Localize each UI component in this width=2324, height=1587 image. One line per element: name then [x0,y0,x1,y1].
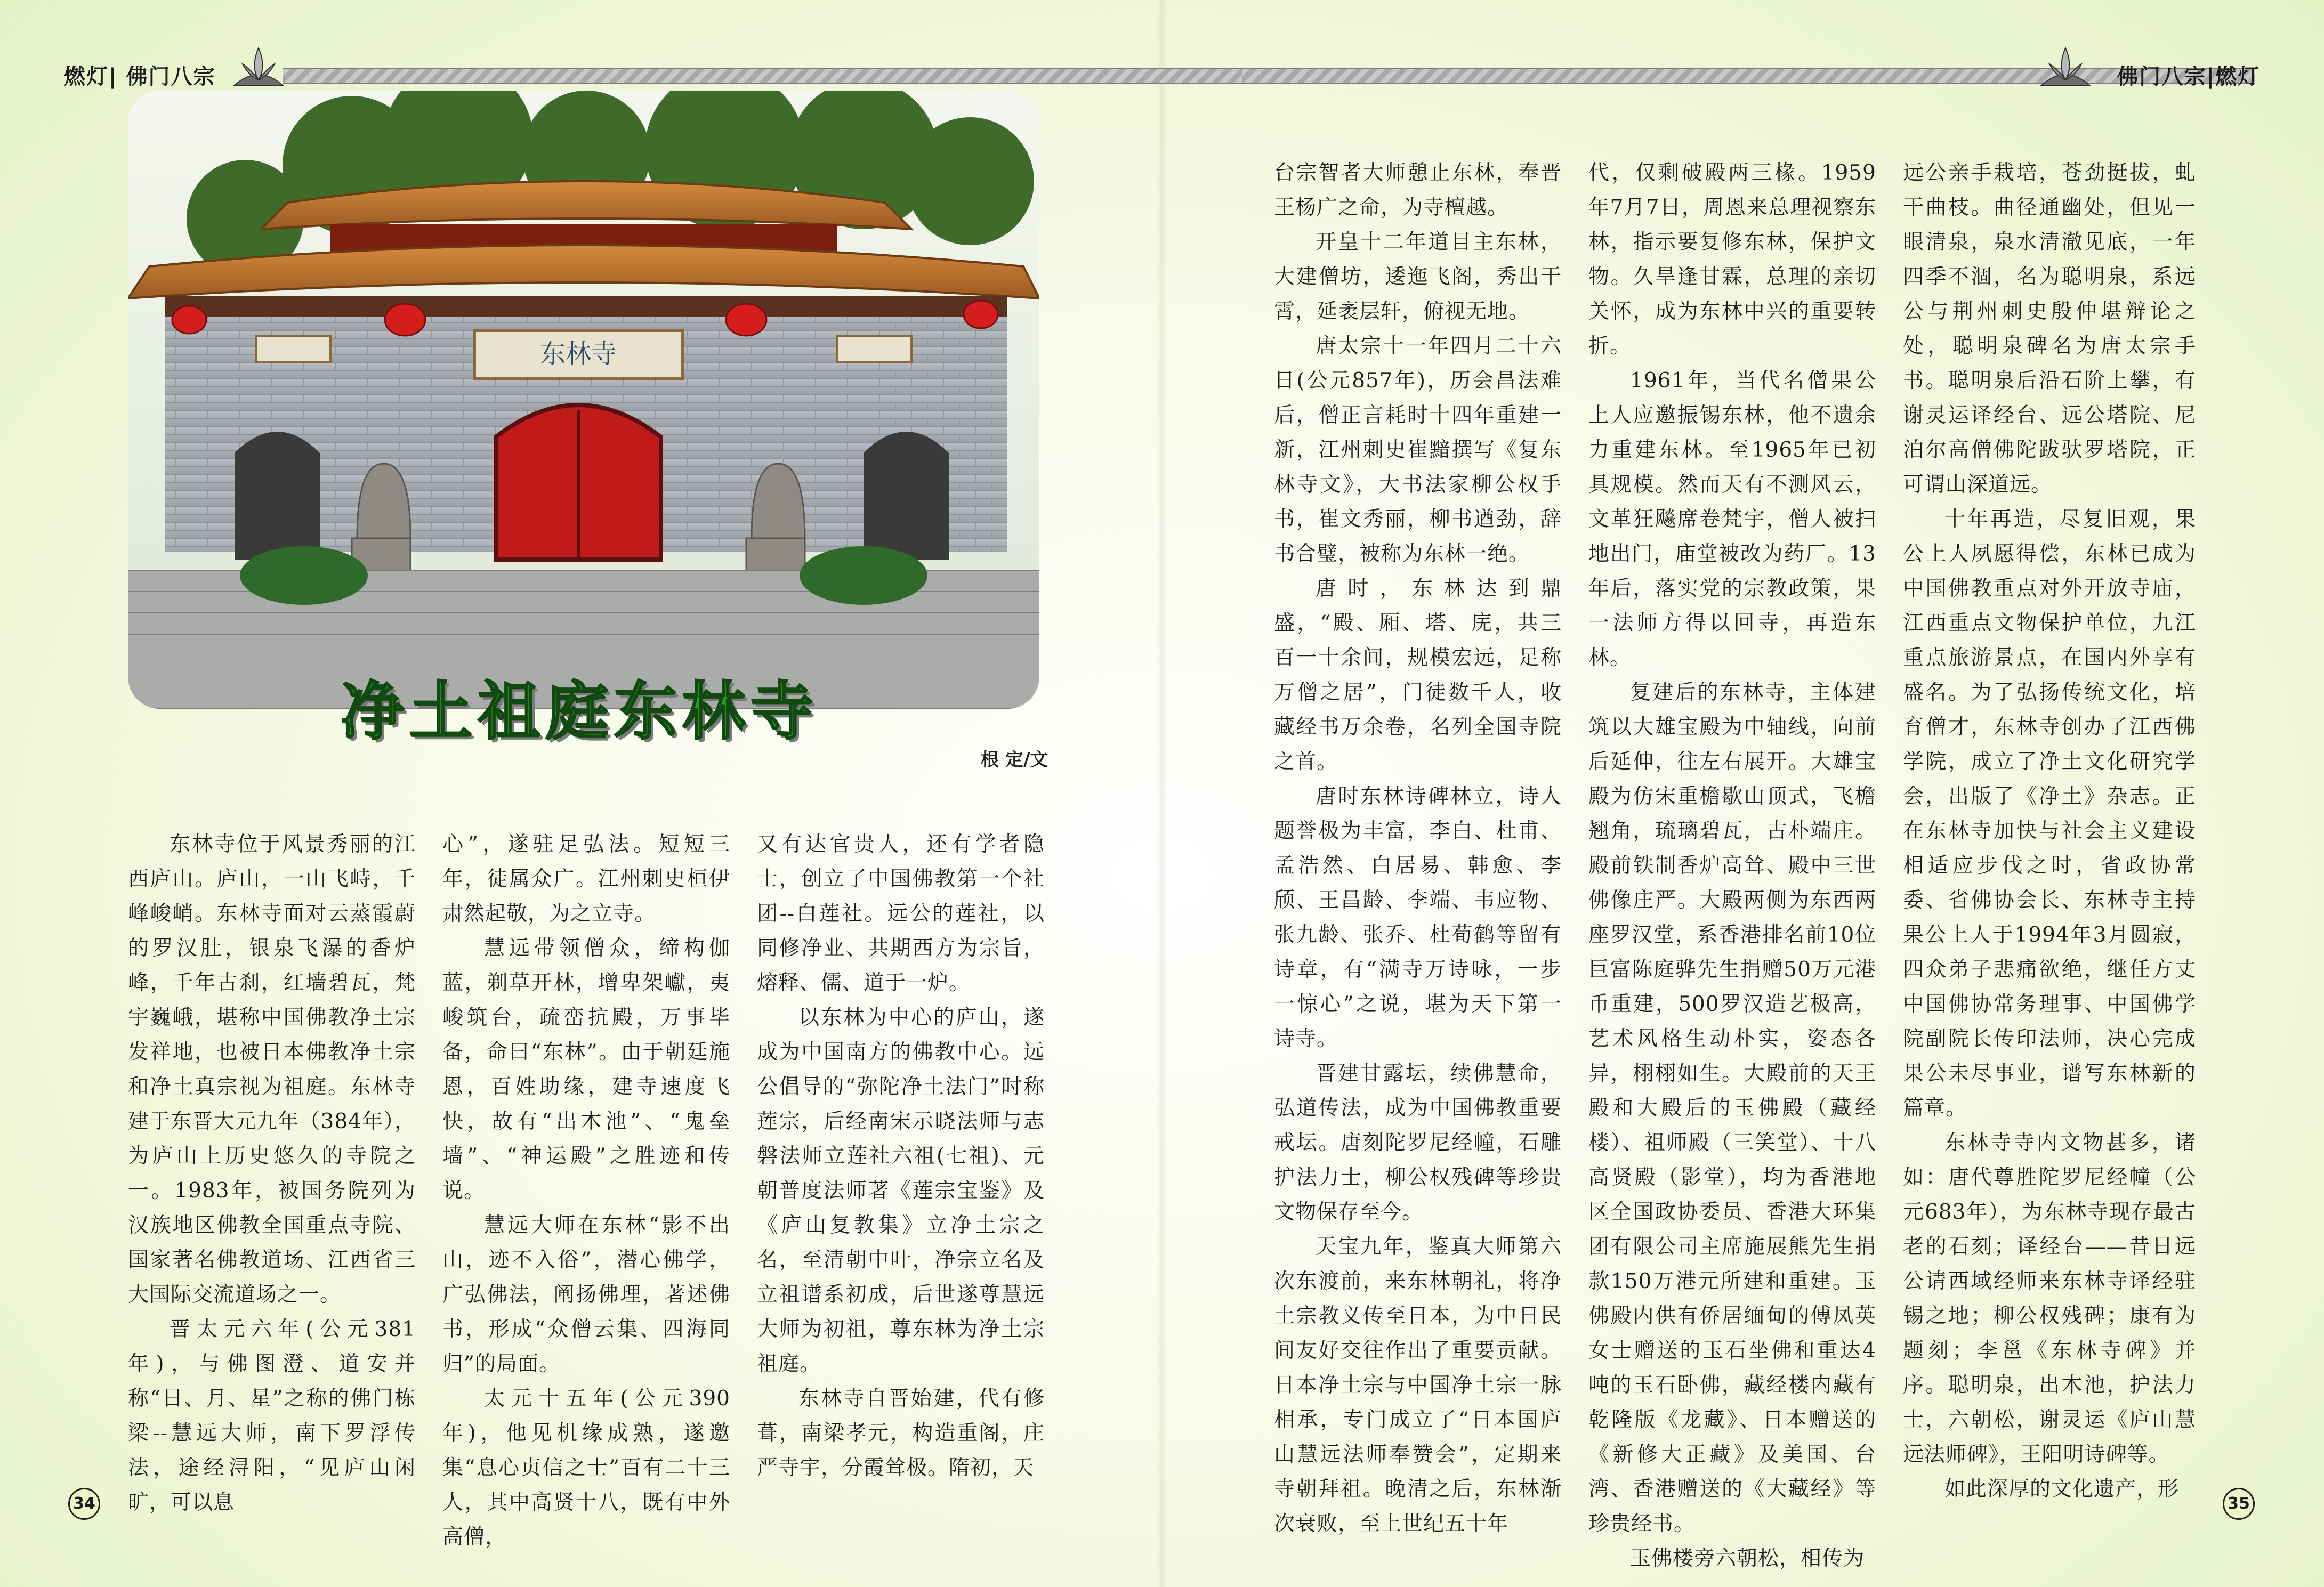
page-number-right: 35 [2223,1488,2255,1520]
lotus-ornament-icon [2036,43,2095,91]
header-right [128,63,2265,89]
header-bar-right [1242,68,2255,84]
paragraph: 远公亲手栽培，苍劲挺拔，虬干曲枝。曲径通幽处，但见一眼清泉，泉水清澈见底，一年四季不涸，名为聪明泉，系远公与荆州刺史殷仲堪辩论之处，聪明泉碑名为唐太宗手书。聪明泉后沿石阶上攀，有谢灵运译经台、远公塔院、尼泊尔高僧佛陀跋驮罗塔院，正可谓山深道远。 [1903,161,2196,497]
column-5 [1588,156,1876,1576]
column-6 [1903,156,2196,1507]
paragraph: 开皇十二年道目主东林，大建僧坊，逶迤飞阁，秀出干霄，延袤层轩，俯视无地。 [1274,230,1562,323]
paragraph: 玉佛楼旁六朝松，相传为 [1630,1546,1865,1570]
paragraph: 以东林为中心的庐山，遂成为中国南方的佛教中心。远公倡导的“弥陀净土法门”时称莲宗，后经南宋示晓法师与志磐法师立莲社六祖(七祖)、元朝普度法师著《莲宗宝鉴》及《庐山复教集》立净土宗之名，至清朝中叶，净宗立名及立祖谱系初成，后世遂尊慧远大师为初祖，尊东林为净土宗祖庭。 [757,1006,1045,1376]
paragraph: 东林寺寺内文物甚多，诸如：唐代尊胜陀罗尼经幢（公元683年），为东林寺现存最古老的石刻；译经台——昔日远公请西域经师来东林寺译经驻锡之地；柳公权残碑；康有为题刻；李邕《东林寺碑》并序。聪明泉，出木池，护法力士，六朝松，谢灵运《庐山慧远法师碑》，王阳明诗碑等。 [1903,1131,2196,1467]
paragraph: 又有达官贵人，还有学者隐士，创立了中国佛教第一个社团--白莲社。远公的莲社，以同修净业、共期西方为宗旨，熔释、儒、道于一炉。 [757,832,1045,995]
page-number-left: 34 [68,1488,100,1520]
paragraph: 东林寺自晋始建，代有修葺，南梁孝元，构造重阁，庄严寺宇，分霞耸极。隋初，天 [757,1387,1045,1480]
paragraph: 1961年，当代名僧果公上人应邀振锡东林，他不遗余力重建东林。至1965年已初具规模。然而天有不测风云，文革狂飚席卷梵宇，僧人被扫地出门，庙堂被改为药厂。13年后，落实党的宗教政策，果一法师方得以回寺，再造东林。 [1588,369,1876,670]
header-left-label: 燃灯| 佛门八宗 [64,64,216,89]
paragraph: 心”，遂驻足弘法。短短三年，徒属众广。江州刺史桓伊肃然起敬，为之立寺。 [442,832,730,926]
paragraph: 晋太元六年(公元381年)，与佛图澄、道安并称“日、月、星”之称的佛门栋梁--慧远大师，南下罗浮传法，途经浔阳，“见庐山闲旷，可以息 [128,1317,416,1515]
column-2 [442,827,730,1554]
column-4 [1274,156,1562,1541]
photo-signboard-text: 东林寺 [539,339,617,369]
paragraph: 台宗智者大师憩止东林，奉晋王杨广之命，为寺檀越。 [1274,161,1562,220]
page-spine [1157,0,1167,1587]
article-byline: 根 定/文 [981,749,1048,771]
paragraph: 复建后的东林寺，主体建筑以大雄宝殿为中轴线，向前后延伸，往左右展开。大雄宝殿为仿宋重檐歇山顶式，飞檐翘角，琉璃碧瓦，古朴端庄。殿前铁制香炉高耸、殿中三世佛像庄严。大殿两侧为东西两座罗汉堂，系香港排名前10位巨富陈庭骅先生捐赠50万元港币重建，500罗汉造艺极高，艺术风格生动朴实，姿态各异，栩栩如生。大殿前的天王殿和大殿后的玉佛殿（藏经楼）、祖师殿（三笑堂）、十八高贤殿（影堂），均为香港地区全国政协委员、香港大环集团有限公司主席施展熊先生捐款150万港元所建和重建。玉佛殿内供有侨居缅甸的傅凤英女士赠送的玉石坐佛和重达4吨的玉石卧佛，藏经楼内藏有乾隆版《龙藏》、日本赠送的《新修大正藏》及美国、台湾、香港赠送的《大藏经》等珍贵经书。 [1588,681,1876,1536]
header-right-label: 佛门八宗|燃灯 [2117,64,2260,89]
paragraph: 如此深厚的文化遗产，形 [1944,1477,2180,1501]
column-3 [757,827,1045,1485]
paragraph: 代，仅剩破殿两三椽。1959年7月7日，周恩来总理视察东林，指示要复修东林，保护文物。久旱逢甘霖，总理的亲切关怀，成为东林中兴的重要转折。 [1588,161,1876,358]
paragraph: 太元十五年(公元390年)，他见机缘成熟，遂邀集“息心贞信之士”百有二十三 人，其中高贤十八，既有中外高僧， [442,1387,730,1549]
paragraph: 唐太宗十一年四月二十六日(公元857年)，历会昌法难后，僧正言耗时十四年重建一新，江州刺史崔黯撰写《复东林寺文》，大书法家柳公权手书，崔文秀丽，柳书遒劲，辞书合璧，被称为东林一绝。 [1274,334,1562,566]
paragraph: 唐时，东林达到鼎盛，“殿、厢、塔、庑，共三百一十余间，规模宏远，足称万僧之居”，门徒数千人，收藏经书万余卷，名列全国寺院之首。 [1274,577,1562,774]
paragraph: 慧远大师在东林“影不出山，迹不入俗”，潜心佛学，广弘佛法，阐扬佛理，著述佛书，形成“众僧云集、四海同归”的局面。 [442,1213,730,1376]
paragraph: 东林寺位于风景秀丽的江西庐山。庐山，一山飞峙，千峰峻峭。东林寺面对云蒸霞蔚的罗汉肚，银泉飞瀑的香炉峰，千年古刹，红墙碧瓦，梵宇巍峨，堪称中国佛教净土宗发祥地，也被日本佛教净土宗和净土真宗视为祖庭。东林寺建于东晋大元九年（384年），为庐山上历史悠久的寺院之一。1983年，被国务院列为汉族地区佛教全国重点寺院、国家著名佛教道场、江西省三大国际交流道场之一。 [128,832,416,1307]
paragraph: 慧远带领僧众，缔构伽蓝，剃草开林，增卑架巘，夷峻筑台，疏峦抗殿，万事毕备，命曰“东林”。由于朝廷施恩，百姓助缘，建寺速度飞快，故有“出木池”、“鬼垒墙”、“神运殿”之胜迹和传说。 [442,936,730,1203]
paragraph: 十年再造，尽复旧观，果公上人夙愿得偿，东林已成为中国佛教重点对外开放寺庙，江西重点文物保护单位，九江重点旅游景点，在国内外享有盛名。为了弘扬传统文化，培育僧才，东林寺创办了江西佛学院，成立了净土文化研究学会，出版了《净土》杂志。正在东林寺加快与社会主义建设相适应步伐之时，省政协常委、省佛协会长、东林寺主持果公上人于1994年3月圆寂，四众弟子悲痛欲绝，继任方丈中国佛协常务理事、中国佛学院副院长传印法师，决心完成果公未尽事业，谱写东林新的篇章。 [1903,507,2196,1120]
paragraph: 唐时东林诗碑林立，诗人题誉极为丰富，李白、杜甫、孟浩然、白居易、韩愈、李颀、王昌龄、李端、韦应物、张九龄、张乔、杜荀鹤等留有诗章，有“满寺万诗咏，一步一惊心”之说，堪为天下第一诗寺。 [1274,784,1562,1051]
paragraph: 晋建甘露坛，续佛慧命，弘道传法，成为中国佛教重要戒坛。唐刻陀罗尼经幢，石雕护法力士，柳公权残碑等珍贵文物保存至今。 [1274,1062,1562,1224]
paragraph: 天宝九年，鉴真大师第六次东渡前，来东林朝礼，将净土宗教义传至日本，为中日民间友好交往作出了重要贡献。日本净土宗与中国净土宗一脉相承，专门成立了“日本国庐山慧远法师奉赞会”，定期来寺朝拜祖。晚清之后，东林渐次衰败，至上世纪五十年 [1274,1235,1562,1536]
column-1 [128,827,416,1520]
article-title: 净土祖庭东林寺 [341,675,819,748]
temple-photo [128,91,1039,709]
